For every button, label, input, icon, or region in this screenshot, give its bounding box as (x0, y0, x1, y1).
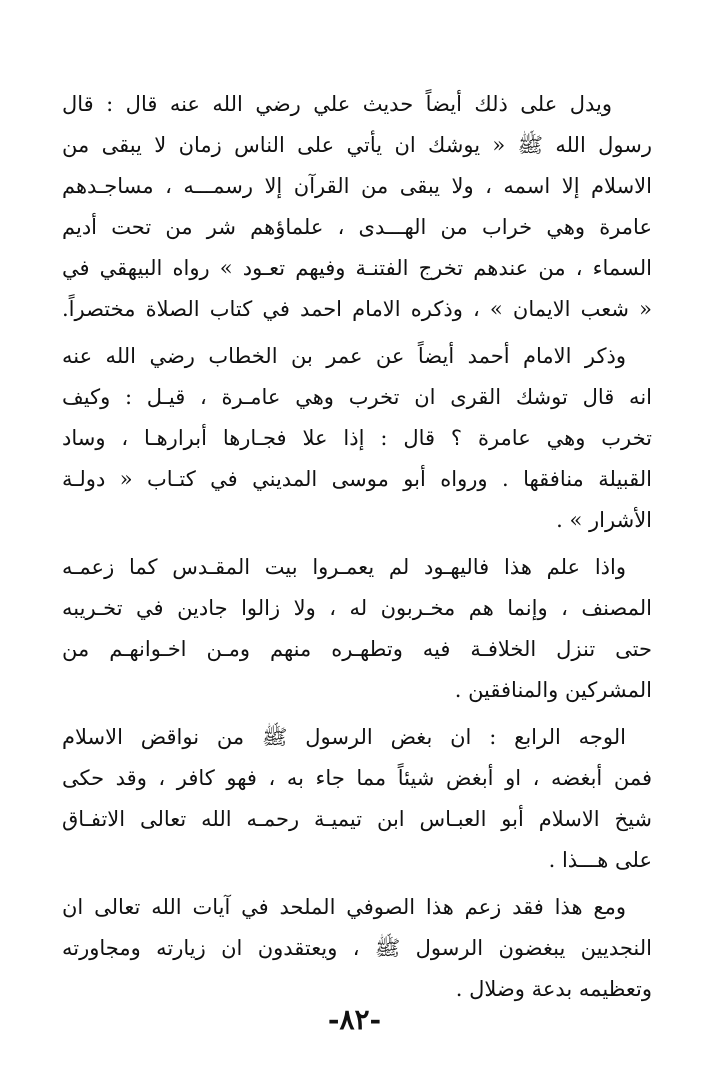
text-line: السماء ، من عندهم تخرج الفتنـة وفيهم تعـود » رواه البيهقي في (62, 256, 652, 280)
text-line: النجديين يبغضون الرسول ﷺ ، ويعتقدون ان زيارته ومجاورته (62, 936, 652, 960)
paragraph-5 (62, 887, 652, 1010)
text-line: رسول الله ﷺ « يوشك ان يأتي على الناس زمان لا يبقى من (62, 133, 652, 157)
page-text (62, 84, 652, 1016)
text-line: وذكر الامام أحمد أيضاً عن عمر بن الخطاب رضي الله عنه (62, 344, 626, 368)
text-line: المشركين والمنافقين . (454, 678, 652, 702)
text-line: الوجه الرابع : ان بغض الرسول ﷺ من نواقض الاسلام (62, 725, 626, 749)
text-line: فمن أبغضه ، او أبغض شيئاً مما جاء به ، فهو كافر ، وقد حكى (62, 766, 652, 790)
text-line: واذا علم هذا فاليهـود لم يعمـروا بيت المقـدس كما زعمـه (62, 555, 626, 579)
text-line: « شعب الايمان » ، وذكره الامام احمد في كتاب الصلاة مختصراً. (62, 297, 652, 321)
page-number: -٨٢- (327, 1003, 382, 1036)
text-line: الاسلام إلا اسمه ، ولا يبقى من القرآن إلا رسمـــه ، مساجـدهم (62, 174, 652, 198)
text-line: حتى تنزل الخلافـة فيه وتطهـره منهم ومـن اخـوانهـم من (62, 637, 652, 661)
text-line: انه قال توشك القرى ان تخرب وهي عامـرة ، قيـل : وكيف (62, 385, 652, 409)
text-line: المصنف ، وإنما هم مخـربون له ، ولا زالوا جادين في تخـريبه (62, 596, 652, 620)
text-line: عامرة وهي خراب من الهـــدى ، علماؤهم شر من تحت أديم (62, 215, 652, 239)
paragraph-2 (62, 336, 652, 541)
text-line: تخرب وهي عامرة ؟ قال : إذا علا فجـارها أبرارهـا ، وساد (62, 426, 652, 450)
text-line: ويدل على ذلك أيضاً حديث علي رضي الله عنه قال : قال (62, 92, 612, 116)
text-line: الأشرار » . (556, 508, 652, 532)
text-line: ومع هذا فقد زعم هذا الصوفي الملحد في آيات الله تعالى ان (62, 895, 626, 919)
paragraph-4 (62, 717, 652, 881)
text-line: على هـــذا . (548, 848, 652, 872)
text-line: وتعظيمه بدعة وضلال . (455, 977, 652, 1001)
text-line: القبيلة منافقها . ورواه أبو موسى المديني في كتـاب « دولـة (62, 467, 652, 491)
paragraph-1 (62, 84, 652, 330)
paragraph-3 (62, 547, 652, 711)
text-line: شيخ الاسلام أبو العبـاس ابن تيميـة رحمـه الله تعالى الاتفـاق (62, 807, 652, 831)
